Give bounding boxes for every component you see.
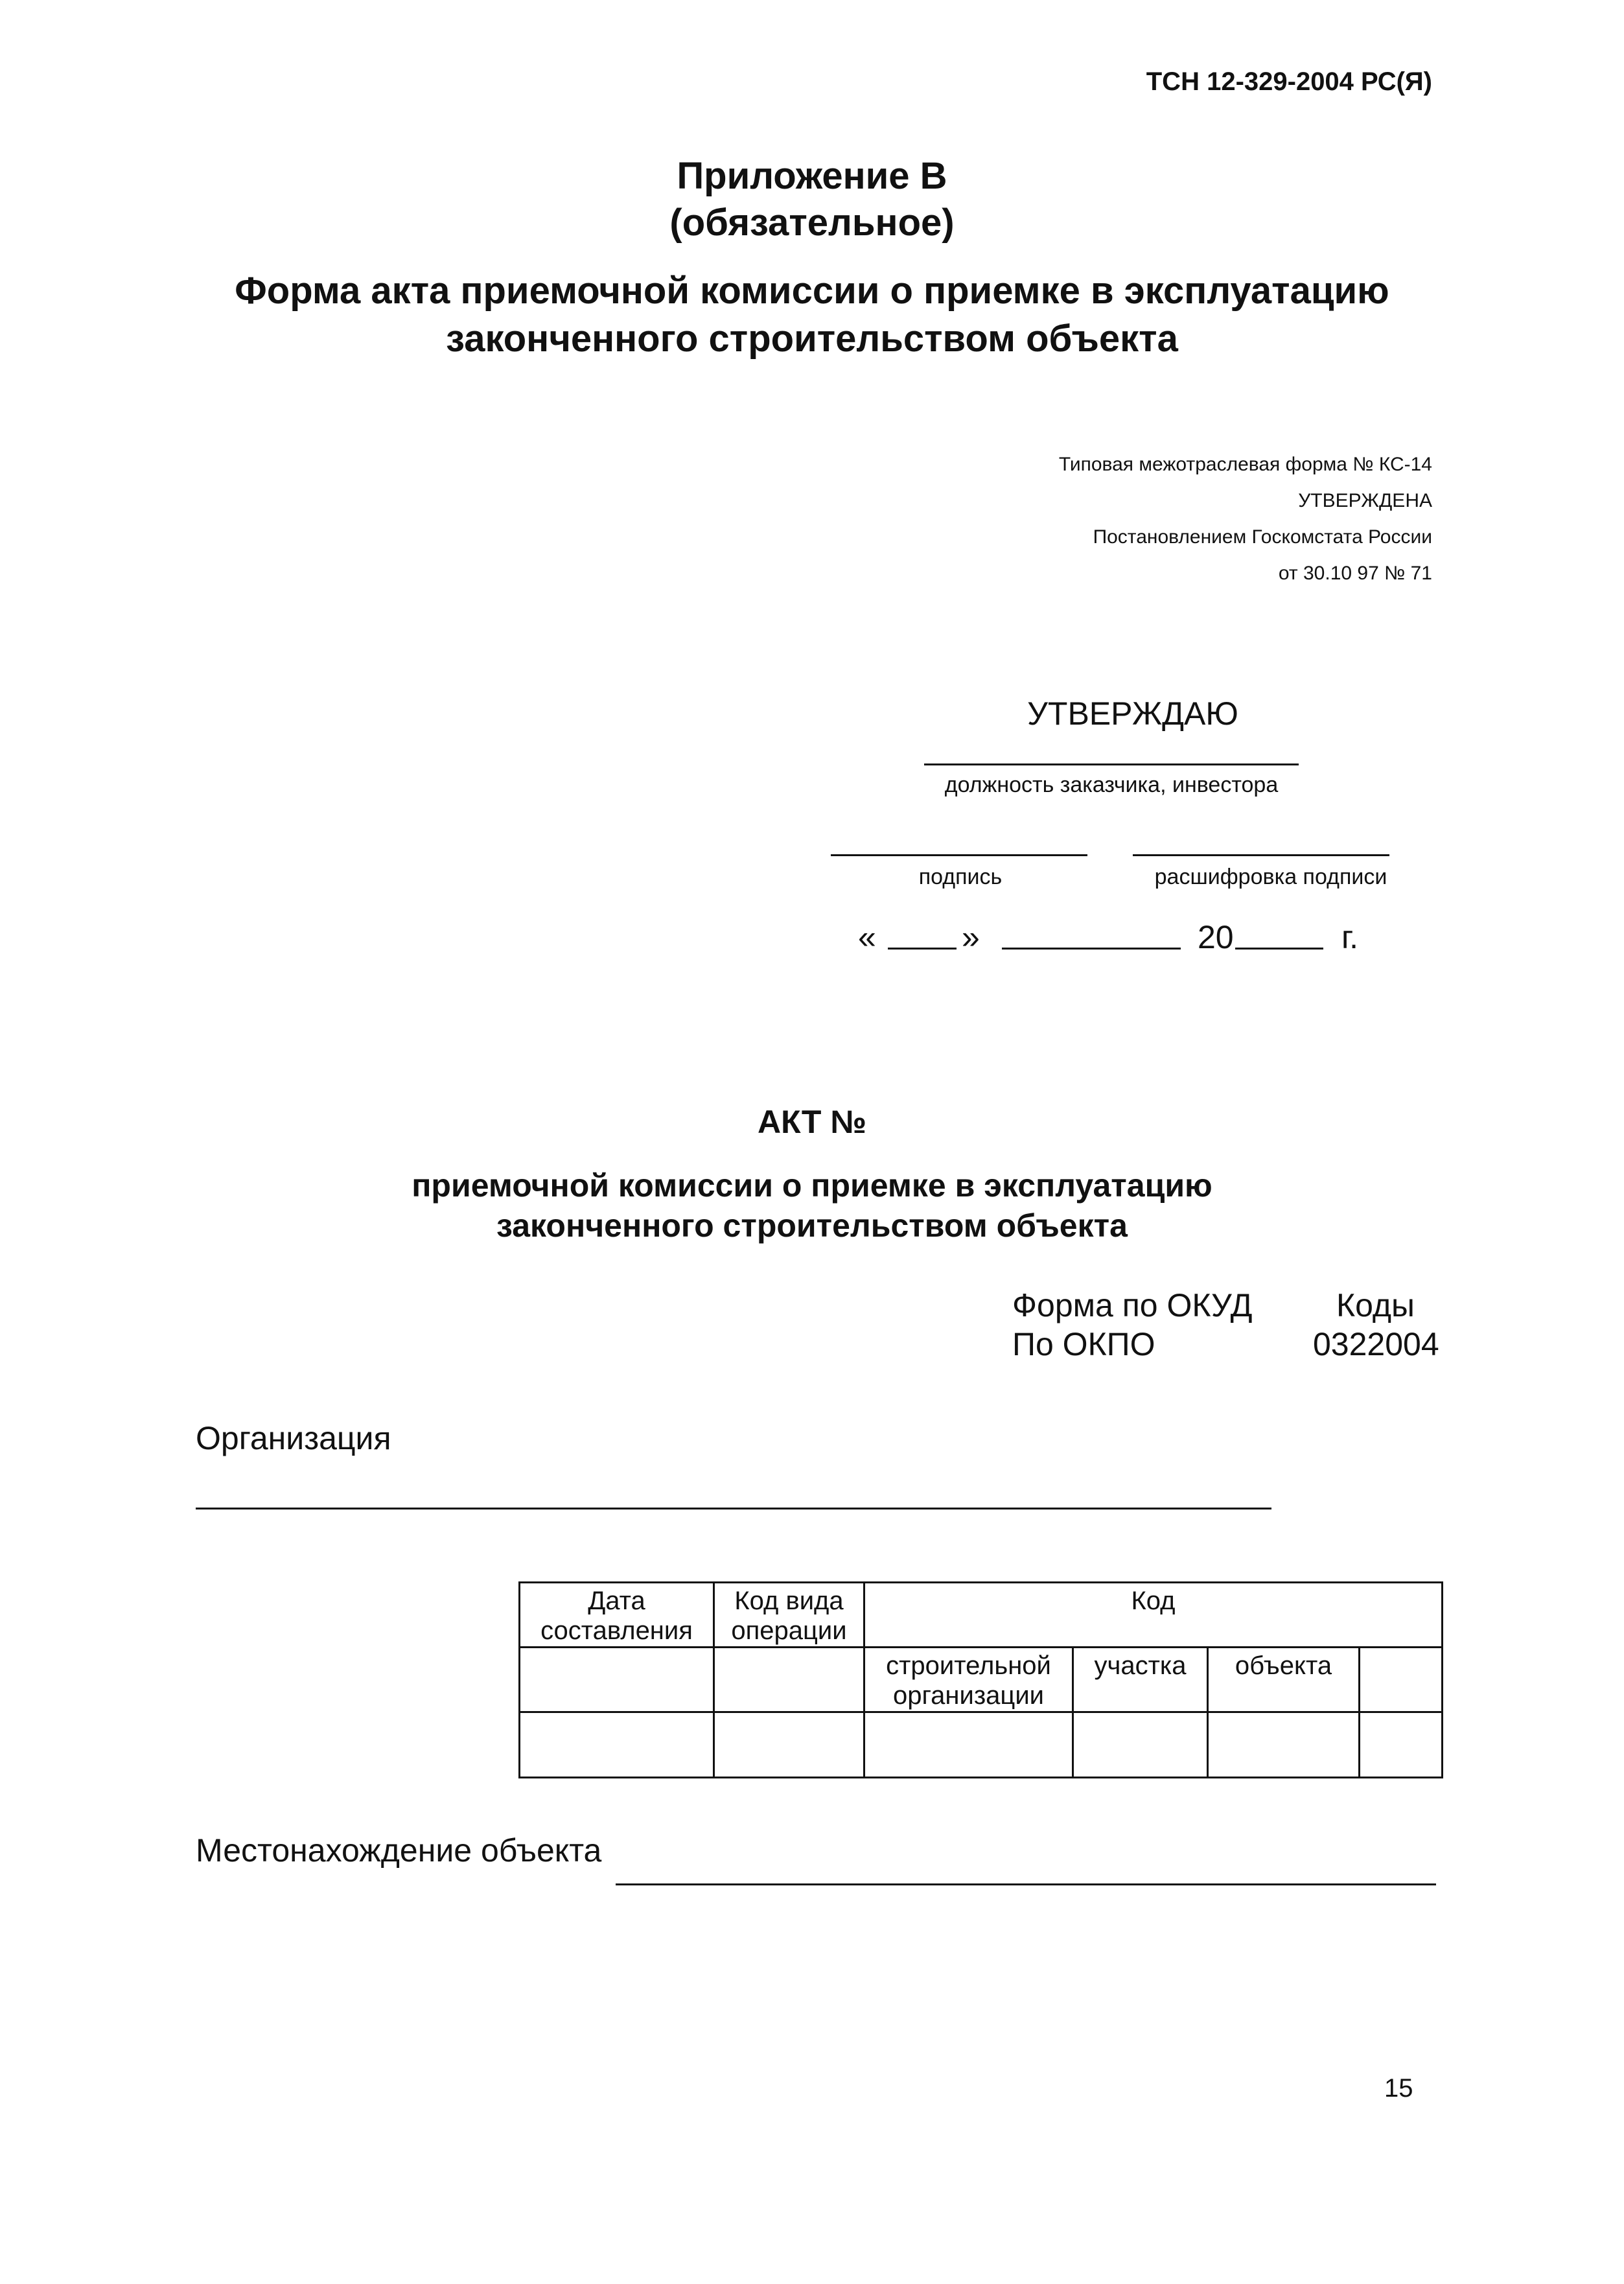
header-date: Дата составления xyxy=(520,1583,714,1648)
subheader-extra-cell xyxy=(1360,1647,1443,1712)
date-year-suffix: г. xyxy=(1341,919,1359,955)
signature-label: подпись xyxy=(918,865,1003,889)
appendix-title-line: Приложение В xyxy=(677,155,947,197)
signature-line[interactable] xyxy=(831,854,1087,856)
approval-date: от 30.10 97 № 71 xyxy=(1278,563,1432,584)
appendix-note: (обязательное) xyxy=(669,202,955,244)
subheader-construction-org: строительной организации xyxy=(864,1647,1073,1712)
organization-label: Организация xyxy=(196,1420,391,1456)
subheader-object: объекта xyxy=(1208,1647,1360,1712)
act-subtitle-line-1: приемочной комиссии о приемке в эксплуатацию xyxy=(412,1167,1212,1204)
table-cell[interactable] xyxy=(1073,1712,1208,1778)
appendix-title xyxy=(0,153,1624,246)
date-year-prefix: 20 xyxy=(1198,919,1234,955)
date-cell[interactable] xyxy=(520,1647,714,1712)
header-operation-code: Код вида операции xyxy=(714,1583,864,1648)
form-title-line-1: Форма акта приемочной комиссии о приемке в эксплуатацию xyxy=(235,270,1389,312)
subheader-section: участка xyxy=(1073,1647,1208,1712)
table-header-row xyxy=(520,1583,1443,1648)
document-code: ТСН 12-329-2004 РС(Я) xyxy=(1146,67,1432,96)
form-title xyxy=(0,267,1624,363)
table-row xyxy=(520,1712,1443,1778)
approve-heading: УТВЕРЖДАЮ xyxy=(1027,695,1238,732)
date-close-quote: » xyxy=(962,919,980,955)
location-label: Местонахождение объекта xyxy=(196,1832,602,1869)
table-cell[interactable] xyxy=(864,1712,1073,1778)
operation-code-cell[interactable] xyxy=(714,1647,864,1712)
act-subtitle xyxy=(0,1165,1624,1246)
table-cell[interactable] xyxy=(1208,1712,1360,1778)
header-code: Код xyxy=(864,1583,1443,1648)
organization-line[interactable] xyxy=(196,1508,1271,1509)
date-month-line[interactable] xyxy=(1002,948,1181,950)
okpo-label: По ОКПО xyxy=(1012,1326,1155,1362)
page-number: 15 xyxy=(1384,2074,1413,2103)
position-label: должность заказчика, инвестора xyxy=(944,773,1279,797)
approval-form-type: Типовая межотраслевая форма № КС-14 xyxy=(1058,454,1432,475)
date-year-line[interactable] xyxy=(1235,948,1323,950)
okud-label: Форма по ОКУД xyxy=(1012,1287,1253,1323)
location-line[interactable] xyxy=(616,1883,1436,1885)
okpo-value: 0322004 xyxy=(1313,1326,1439,1362)
date-day-line[interactable] xyxy=(888,948,957,950)
codes-label: Коды xyxy=(1336,1287,1415,1323)
approval-decree: Постановлением Госкомстата России xyxy=(1093,526,1432,548)
signature-decode-label: расшифровка подписи xyxy=(1154,865,1387,889)
act-number-title: АКТ № xyxy=(757,1104,867,1140)
table-cell[interactable] xyxy=(714,1712,864,1778)
act-subtitle-line-2: законченного строительством объекта xyxy=(496,1207,1128,1244)
signature-decode-line[interactable] xyxy=(1133,854,1389,856)
date-open-quote: « xyxy=(858,919,876,955)
position-line[interactable] xyxy=(924,763,1299,765)
table-cell[interactable] xyxy=(1360,1712,1443,1778)
approval-status: УТВЕРЖДЕНА xyxy=(1298,490,1432,511)
table-cell[interactable] xyxy=(520,1712,714,1778)
form-title-line-2: законченного строительством объекта xyxy=(446,318,1178,360)
codes-table xyxy=(518,1581,1443,1778)
table-subheader-row xyxy=(520,1647,1443,1712)
